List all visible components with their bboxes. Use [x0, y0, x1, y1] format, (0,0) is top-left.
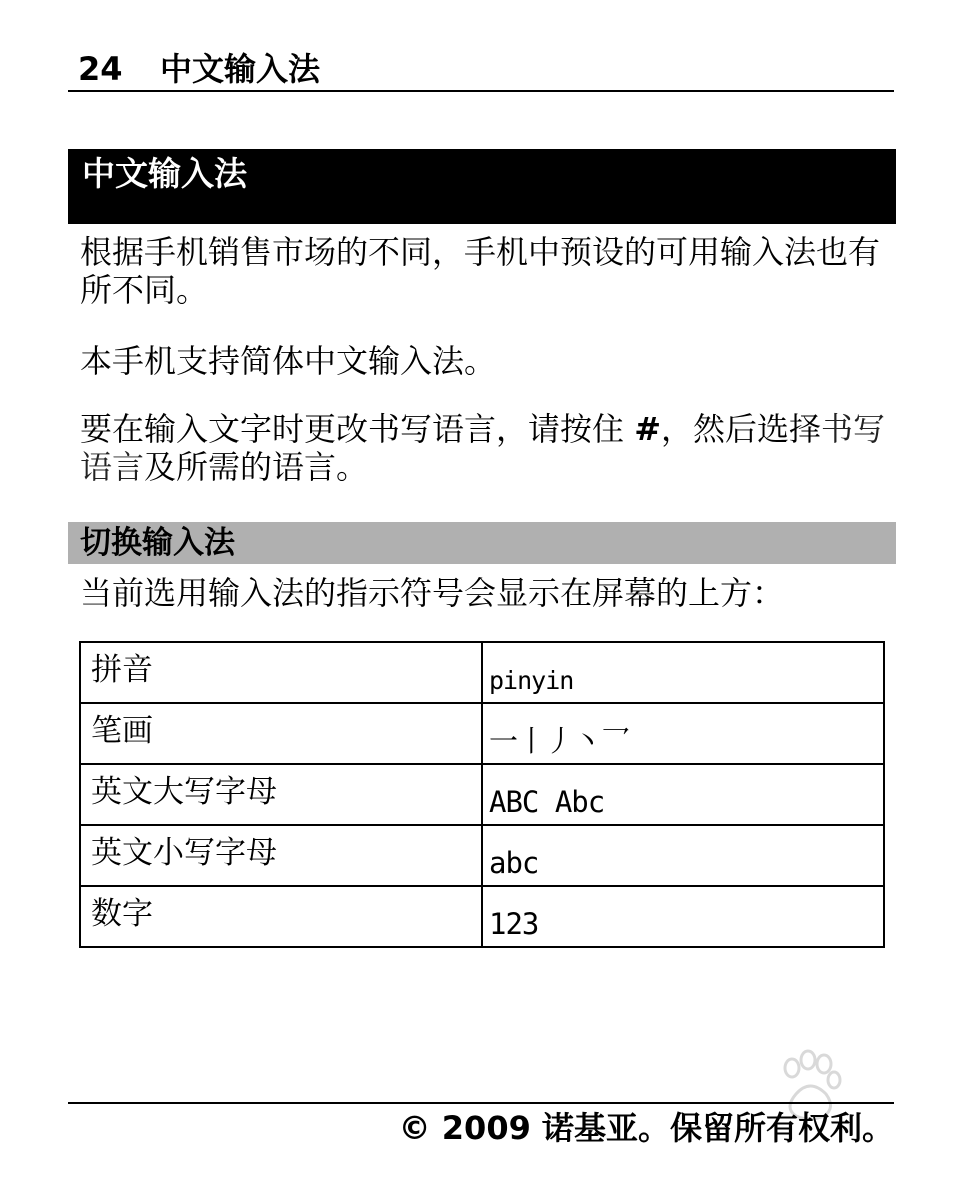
method-indicator: 一丨丿丶乛	[482, 703, 884, 764]
table-row	[80, 642, 884, 703]
footer-rule	[68, 1102, 894, 1104]
method-name: 数字	[80, 886, 482, 947]
method-indicator: abc	[482, 825, 884, 886]
method-name: 笔画	[80, 703, 482, 764]
hash-key: #	[634, 410, 661, 448]
method-indicator: pinyin	[482, 642, 884, 703]
method-name: 英文大写字母	[80, 764, 482, 825]
change-language-text-b: ，然后选择	[661, 410, 822, 448]
copyright-footer: © 2009 诺基亚。保留所有权利。	[398, 1109, 894, 1147]
change-language-text-c: 及所需的语言。	[144, 448, 369, 486]
writing-language-option: 书写语言	[80, 410, 886, 486]
change-language-text-a: 要在输入文字时更改书写语言，请按住	[80, 410, 635, 448]
page-header	[68, 48, 894, 92]
paragraph-input-availability: 根据手机销售市场的不同，手机中预设的可用输入法也有所不同。	[80, 233, 881, 309]
method-indicator: 123	[482, 886, 884, 947]
section-title: 中文输入法	[68, 149, 896, 224]
paragraph-simplified-support: 本手机支持简体中文输入法。	[80, 342, 497, 380]
table-row	[80, 703, 884, 764]
method-name: 英文小写字母	[80, 825, 482, 886]
input-method-table	[79, 641, 885, 948]
paragraph-change-language	[80, 410, 892, 486]
subsection-title: 切换输入法	[68, 522, 896, 564]
subsection-intro: 当前选用输入法的指示符号会显示在屏幕的上方：	[80, 574, 785, 612]
running-title: 中文输入法	[160, 50, 321, 88]
table-row	[80, 886, 884, 947]
table-row	[80, 825, 884, 886]
table-row	[80, 764, 884, 825]
method-name: 拼音	[80, 642, 482, 703]
page-number: 24	[78, 50, 123, 88]
method-indicator: ABC Abc	[482, 764, 884, 825]
